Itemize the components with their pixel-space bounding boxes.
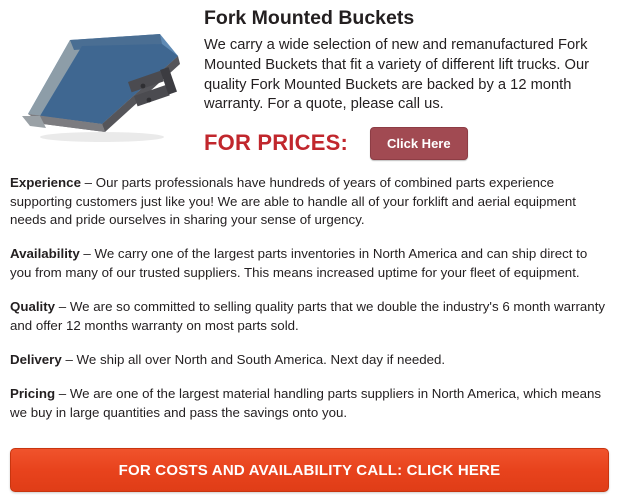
section-heading: Delivery	[10, 351, 62, 367]
price-cta-row	[204, 127, 609, 160]
section-text: We carry one of the largest parts inventories in North America and can ship direct to you from many of our trusted suppliers. This means increased uptime for your fleet of equipment.	[10, 246, 588, 281]
section-dash: –	[79, 246, 95, 262]
page-title: Fork Mounted Buckets	[204, 7, 415, 29]
section-heading: Experience	[10, 174, 81, 190]
product-image	[10, 4, 200, 154]
section-dash: –	[80, 174, 96, 190]
section-heading: Pricing	[10, 385, 56, 401]
product-header	[0, 0, 619, 160]
section-pricing	[10, 385, 609, 423]
section-experience	[10, 174, 609, 231]
for-prices-label: FOR PRICES:	[204, 130, 348, 156]
section-text: We ship all over North and South America. Next day if needed.	[76, 351, 446, 367]
feature-sections	[0, 174, 619, 423]
section-delivery	[10, 351, 609, 370]
product-copy	[200, 4, 609, 160]
section-heading: Quality	[10, 299, 56, 314]
costs-availability-cta-button[interactable]: FOR COSTS AND AVAILABILITY CALL: CLICK HERE	[10, 448, 609, 492]
section-text: We are so committed to selling quality parts that we double the industry's 6 month warranty and offer 12 months warranty on most parts sold.	[10, 299, 606, 333]
section-dash: –	[55, 299, 70, 314]
click-here-button[interactable]: Click Here	[370, 127, 468, 160]
section-dash: –	[55, 385, 70, 401]
section-heading: Availability	[10, 246, 80, 262]
section-availability	[10, 245, 609, 283]
fork-mounted-bucket-image	[10, 4, 200, 154]
section-dash: –	[61, 351, 77, 367]
product-intro-text: We carry a wide selection of new and remanufactured Fork Mounted Buckets that fit a variety of different lift trucks. Our quality Fork Mounted Buckets are backed by a 12 month warranty. For a quote, please call us.	[204, 37, 590, 113]
section-text: We are one of the largest material handling parts suppliers in North America, which means we buy in large quantities and pass the savings onto you.	[10, 385, 602, 420]
section-text: Our parts professionals have hundreds of years of combined parts experience supporting customers just like you! We are able to handle all of your forklift and aerial equipment needs and pride ourselves in sharing your sense of urgency.	[10, 174, 576, 228]
section-quality	[10, 298, 609, 336]
